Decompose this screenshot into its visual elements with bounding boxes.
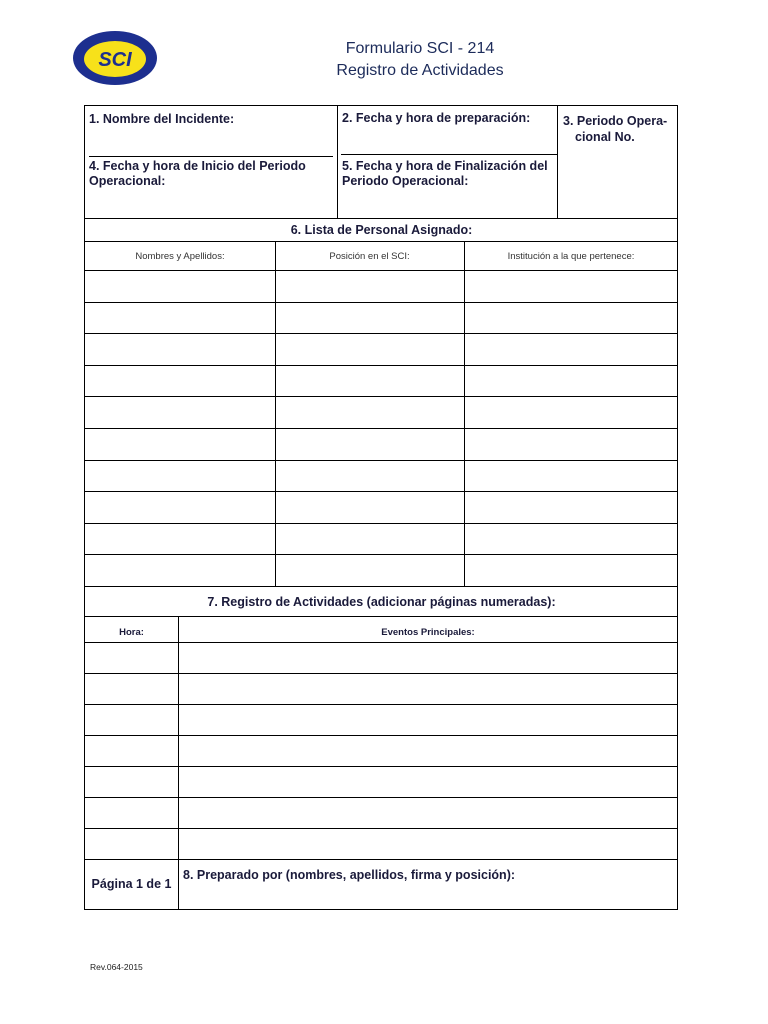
personnel-name-cell[interactable]: [85, 554, 275, 586]
divider: [464, 241, 465, 586]
start-label-1: 4. Fecha y hora de Inicio del Periodo: [89, 159, 306, 173]
divider: [85, 616, 678, 617]
divider: [85, 241, 678, 242]
start-datetime-field[interactable]: [89, 158, 335, 216]
col-header-events: Eventos Principales:: [381, 627, 475, 638]
activity-time-cell[interactable]: [85, 828, 178, 859]
op-period-label-2: cional No.: [575, 130, 635, 144]
sci-logo: [72, 30, 158, 86]
personnel-institution-cell[interactable]: [464, 270, 678, 302]
start-label-2: Operacional:: [89, 174, 166, 188]
personnel-position-cell[interactable]: [275, 270, 464, 302]
personnel-name-cell[interactable]: [85, 460, 275, 492]
personnel-name-cell[interactable]: [85, 428, 275, 460]
divider: [341, 154, 557, 155]
activity-time-cell[interactable]: [85, 797, 178, 828]
personnel-name-cell[interactable]: [85, 302, 275, 334]
activity-event-cell[interactable]: [178, 797, 678, 828]
activity-time-cell[interactable]: [85, 673, 178, 704]
personnel-position-cell[interactable]: [275, 302, 464, 334]
personnel-institution-cell[interactable]: [464, 302, 678, 334]
end-datetime-field[interactable]: [339, 158, 557, 216]
activity-event-cell[interactable]: [178, 828, 678, 859]
personnel-institution-cell[interactable]: [464, 396, 678, 428]
activity-event-cell[interactable]: [178, 673, 678, 704]
personnel-name-cell[interactable]: [85, 523, 275, 555]
prep-date-field[interactable]: [339, 108, 557, 154]
incident-name-label: 1. Nombre del Incidente:: [89, 112, 235, 126]
personnel-position-cell[interactable]: [275, 523, 464, 555]
divider: [89, 156, 333, 157]
activity-time-cell[interactable]: [85, 642, 178, 673]
personnel-name-cell[interactable]: [85, 491, 275, 523]
personnel-name-cell[interactable]: [85, 270, 275, 302]
personnel-institution-cell[interactable]: [464, 365, 678, 397]
personnel-position-cell[interactable]: [275, 491, 464, 523]
revision-code: Rev.064-2015: [90, 962, 143, 972]
activity-time-cell[interactable]: [85, 766, 178, 797]
op-period-field[interactable]: [559, 108, 677, 216]
personnel-position-cell[interactable]: [275, 365, 464, 397]
personnel-title: 6. Lista de Personal Asignado:: [290, 223, 473, 237]
activity-event-cell[interactable]: [178, 766, 678, 797]
divider: [557, 106, 558, 218]
activity-event-cell[interactable]: [178, 642, 678, 673]
divider: [337, 106, 338, 218]
end-label-1: 5. Fecha y hora de Finalización del: [342, 159, 548, 173]
personnel-institution-cell[interactable]: [464, 554, 678, 586]
end-label-2: Periodo Operacional:: [342, 174, 469, 188]
op-period-label-1: 3. Periodo Opera-: [563, 114, 668, 128]
personnel-position-cell[interactable]: [275, 428, 464, 460]
divider: [275, 241, 276, 586]
logo-text: SCI: [98, 49, 132, 71]
activity-time-cell[interactable]: [85, 704, 178, 735]
form-title: Formulario SCI - 214: [345, 40, 495, 57]
personnel-position-cell[interactable]: [275, 460, 464, 492]
prepared-by-label: 8. Preparado por (nombres, apellidos, firma y posición):: [183, 868, 516, 882]
activities-title: 7. Registro de Actividades (adicionar páginas numeradas):: [207, 595, 556, 609]
divider: [178, 616, 179, 910]
activity-event-cell[interactable]: [178, 704, 678, 735]
prepared-by-field[interactable]: [181, 862, 675, 908]
divider: [85, 586, 678, 587]
personnel-position-cell[interactable]: [275, 396, 464, 428]
page-number: Página 1 de 1: [91, 877, 172, 891]
col-header-names: Nombres y Apellidos:: [135, 251, 225, 262]
personnel-position-cell[interactable]: [275, 554, 464, 586]
personnel-name-cell[interactable]: [85, 333, 275, 365]
personnel-institution-cell[interactable]: [464, 333, 678, 365]
divider: [85, 218, 678, 219]
form-frame: [84, 105, 678, 910]
personnel-institution-cell[interactable]: [464, 460, 678, 492]
prep-date-label: 2. Fecha y hora de preparación:: [342, 111, 531, 125]
activity-event-cell[interactable]: [178, 735, 678, 766]
personnel-institution-cell[interactable]: [464, 491, 678, 523]
col-header-time: Hora:: [119, 627, 144, 638]
col-header-institution: Institución a la que pertenece:: [507, 251, 635, 262]
personnel-name-cell[interactable]: [85, 365, 275, 397]
personnel-institution-cell[interactable]: [464, 523, 678, 555]
divider: [85, 859, 678, 860]
personnel-institution-cell[interactable]: [464, 428, 678, 460]
incident-name-field[interactable]: [89, 108, 335, 156]
form-subtitle: Registro de Actividades: [336, 62, 504, 79]
personnel-position-cell[interactable]: [275, 333, 464, 365]
personnel-name-cell[interactable]: [85, 396, 275, 428]
activity-time-cell[interactable]: [85, 735, 178, 766]
col-header-position: Posición en el SCI:: [329, 251, 410, 262]
